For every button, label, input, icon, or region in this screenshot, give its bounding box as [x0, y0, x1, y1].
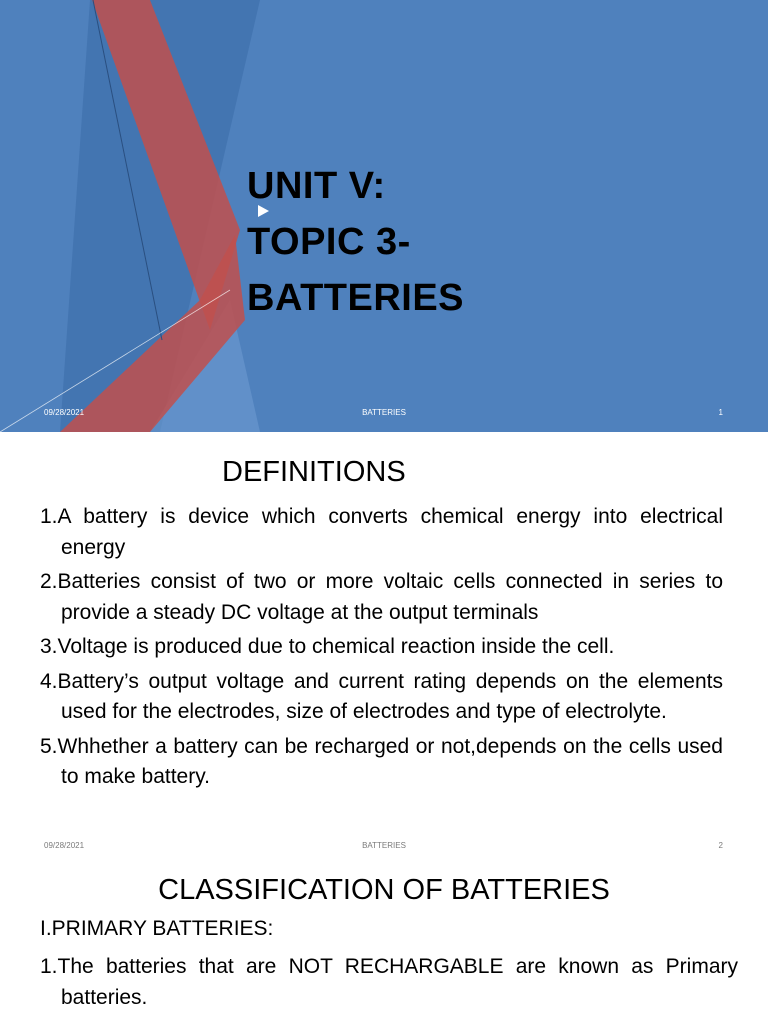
slide-2: [0, 432, 768, 856]
slide-3-heading: CLASSIFICATION OF BATTERIES: [158, 874, 610, 906]
list-item: 3.Voltage is produced due to chemical reaction inside the cell.: [40, 635, 615, 658]
footer-page-number: 1: [718, 408, 723, 417]
slide-3-subheading: I.PRIMARY BATTERIES:: [40, 917, 274, 940]
definitions-list: [40, 502, 723, 797]
title-line-2: TOPIC 3-: [247, 221, 411, 263]
footer-date: 09/28/2021: [44, 841, 85, 850]
title-line-3: BATTERIES: [247, 277, 465, 319]
list-item: 4.Battery’s output voltage and current rating depends on the elements used for the electrodes, size of electrodes and type of electrolyte.: [40, 669, 723, 723]
footer-topic: BATTERIES: [362, 408, 406, 417]
slide-2-heading: DEFINITIONS: [222, 456, 406, 488]
list-item: 1.The batteries that are NOT RECHARGABLE are known as Primary batteries.: [40, 955, 738, 1009]
slide-1-title: [247, 158, 464, 326]
title-line-1: UNIT V:: [247, 165, 386, 207]
footer-date: 09/28/2021: [44, 408, 85, 417]
footer-topic: BATTERIES: [362, 841, 406, 850]
slide-1-footer: [0, 408, 768, 422]
slide-2-footer: [0, 841, 768, 855]
list-item: 5.Whhether a battery can be recharged or not,depends on the cells used to make battery.: [40, 734, 723, 788]
footer-page-number: 2: [718, 841, 723, 850]
slide-3: [0, 856, 768, 1024]
list-item: 1.A battery is device which converts chemical energy into electrical energy: [40, 505, 723, 559]
classification-list: [40, 952, 738, 1013]
slide-1: [0, 0, 768, 432]
list-item: 2.Batteries consist of two or more voltaic cells connected in series to provide a steady DC voltage at the output terminals: [40, 570, 723, 624]
